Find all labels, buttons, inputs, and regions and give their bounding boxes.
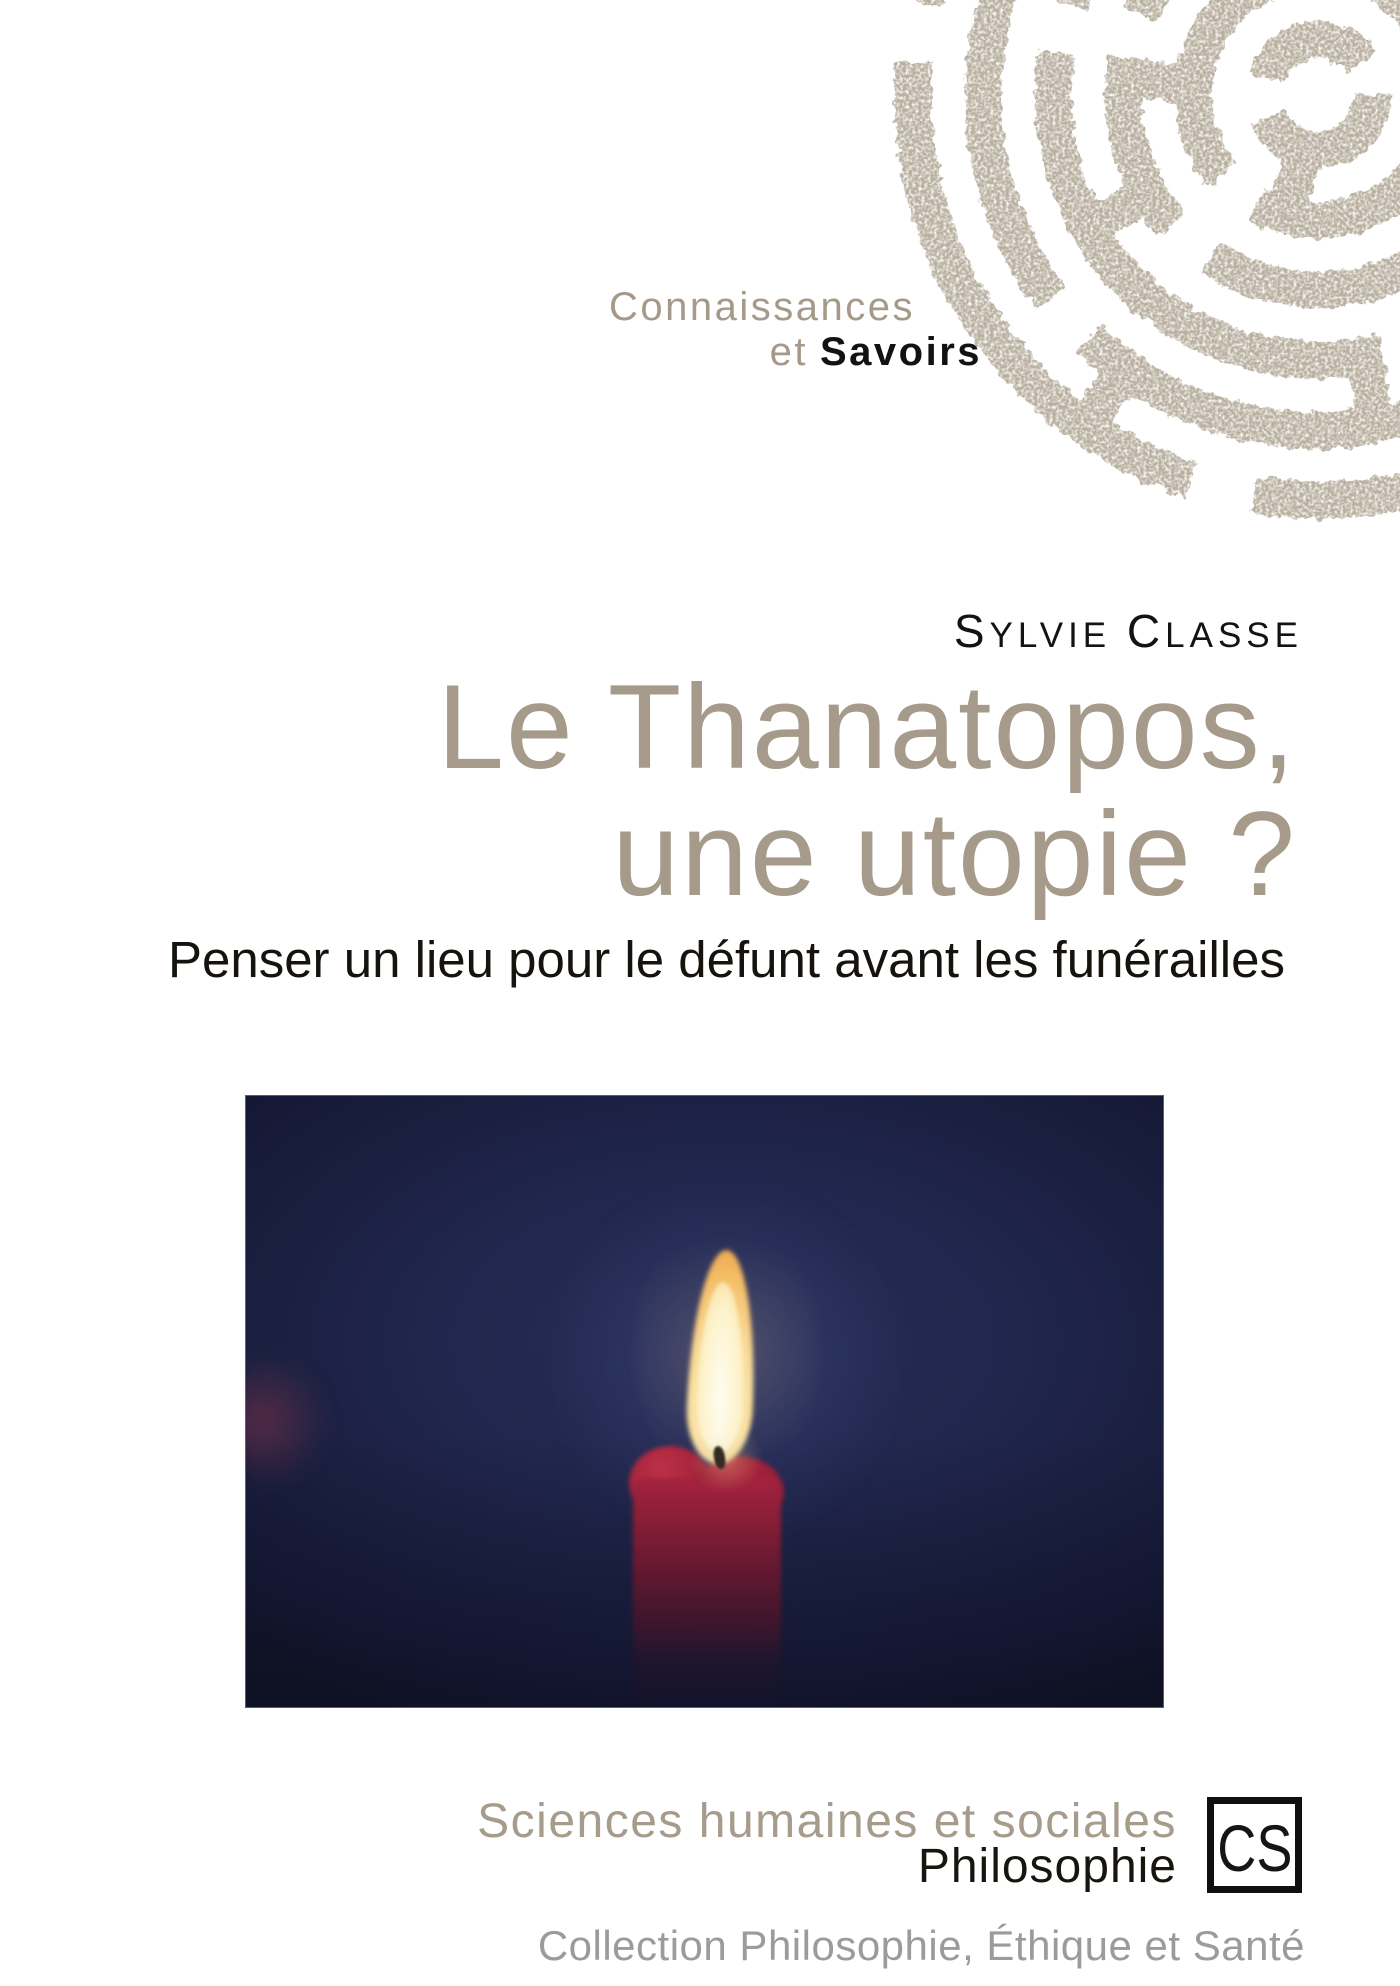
red-candle [246, 1096, 1163, 1707]
collection-name: Collection Philosophie, Éthique et Santé [537, 1922, 1305, 1969]
book-title-line1: Le Thanatopos, [437, 660, 1297, 794]
book-title [437, 660, 1297, 921]
author-first-rest: YLVIE [989, 616, 1112, 655]
cs-monogram-letters: CS [1216, 1811, 1293, 1885]
cover-photo-candle [245, 1095, 1164, 1708]
author-last-initial: C [1126, 605, 1166, 657]
photo-red-smudge [245, 1346, 327, 1496]
author-first-initial: S [953, 605, 990, 657]
series-domain: Sciences humaines et sociales [477, 1795, 1177, 1848]
publisher-name-line2 [770, 330, 982, 375]
series-discipline: Philosophie [917, 1840, 1177, 1893]
book-title-line2: une utopie ? [612, 787, 1297, 921]
candle-body [633, 1478, 781, 1708]
candle-wick [712, 1445, 727, 1470]
cs-monogram-icon [1207, 1797, 1302, 1893]
wick-base-glow [686, 1426, 766, 1490]
publisher-name-line1: Connaissances [609, 285, 915, 329]
candle-flame-outer [684, 1249, 759, 1466]
flame-warm-halo [634, 1211, 819, 1491]
candle-flame-core [696, 1281, 746, 1452]
flame-cool-halo [531, 1151, 921, 1571]
author-last-rest: LASSE [1165, 616, 1303, 655]
author-name [954, 604, 1303, 658]
candle-top-left-hump [629, 1446, 711, 1520]
candle-top-right-hump [692, 1456, 784, 1528]
book-subtitle: Penser un lieu pour le défunt avant les funérailles [167, 931, 1285, 988]
publisher-savoirs: Savoirs [819, 330, 982, 374]
series-block [477, 1795, 1177, 1893]
publisher-et: et [769, 330, 808, 374]
